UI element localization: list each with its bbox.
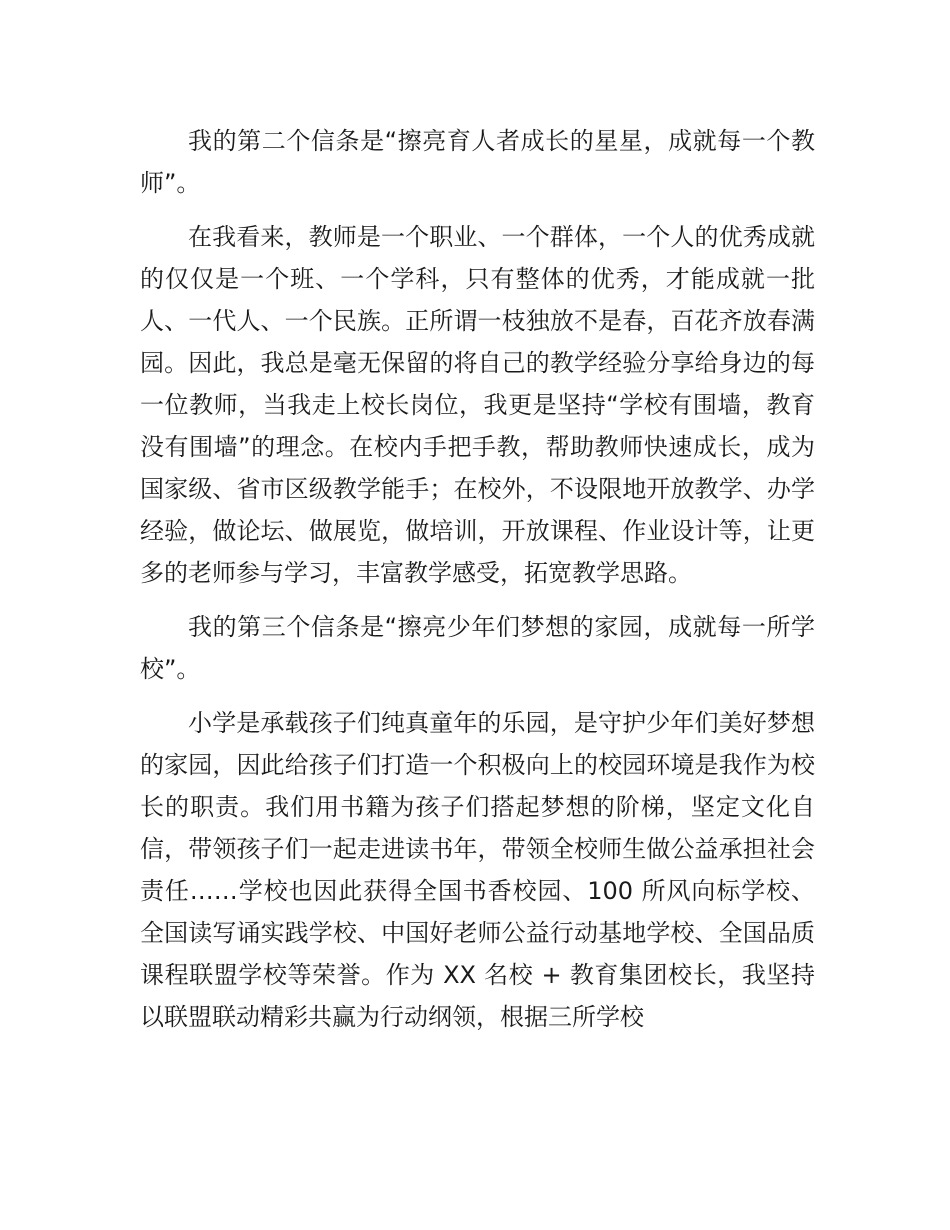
paragraph-teacher-growth: 在我看来，教师是一个职业、一个群体，一个人的优秀成就的仅仅是一个班、一个学科，只有整体的优秀，才能成就一批人、一代人、一个民族。正所谓一枝独放不是春，百花齐放春满园。因此，我总是毫无保留的将自己的教学经验分享给身边的每一位教师，当我走上校长岗位，我更是坚持“学校有围墙，教育没有围墙”的理念。在校内手把手教，帮助教师快速成长，成为国家级、省市区级教学能手；在校外，不设限地开放教学、办学经验，做论坛、做展览，做培训，开放课程、作业设计等，让更多的老师参与学习，丰富教学感受，拓宽教学思路。: [140, 223, 815, 587]
paragraph-second-belief: 我的第二个信条是“擦亮育人者成长的星星，成就每一个教师”。: [140, 127, 815, 197]
paragraph-third-belief: 我的第三个信条是“擦亮少年们梦想的家园，成就每一所学校”。: [140, 613, 815, 683]
paragraph-school-home: 小学是承载孩子们纯真童年的乐园，是守护少年们美好梦想的家园，因此给孩子们打造一个积极向上的校园环境是我作为校长的职责。我们用书籍为孩子们搭起梦想的阶梯，坚定文化自信，带领孩子们一起走进读书年，带领全校师生做公益承担社会责任……学校也因此获得全国书香校园、100 所风向标学校、全国读写诵实践学校、中国好老师公益行动基地学校、全国品质课程联盟学校等荣誉。作为 XX 名校 + 教育集团校长，我坚持以联盟联动精彩共赢为行动纲领，根据三所学校: [140, 709, 815, 1031]
document-body: [140, 120, 815, 1038]
